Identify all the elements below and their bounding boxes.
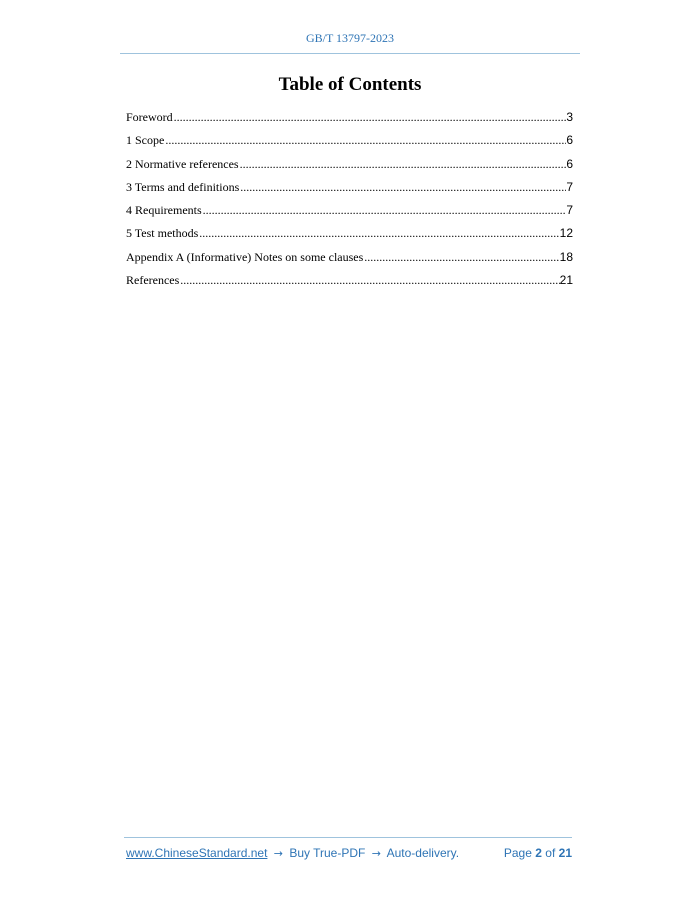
toc-entry-label: References xyxy=(126,273,180,288)
toc-entry-terms-definitions[interactable] xyxy=(126,179,573,202)
toc-entry-page: 6 xyxy=(566,133,573,148)
toc-dot-leader xyxy=(173,109,567,126)
toc-entry-page: 3 xyxy=(566,110,573,124)
toc-entry-references[interactable] xyxy=(126,272,573,295)
toc-entry-label: 3 Terms and definitions xyxy=(126,179,240,194)
toc-entry-requirements[interactable] xyxy=(126,202,573,225)
toc-dot-leader xyxy=(239,156,567,173)
total-page-number: 21 xyxy=(558,846,572,860)
header-divider xyxy=(120,53,580,54)
page-number xyxy=(504,846,572,860)
toc-dot-leader xyxy=(198,225,559,242)
page-label: Page xyxy=(503,846,532,860)
document-header: GB/T 13797-2023 xyxy=(305,31,395,45)
toc-entry-page: 12 xyxy=(559,226,573,241)
page-footer xyxy=(126,846,572,860)
page-title: Table of Contents xyxy=(278,74,422,95)
auto-delivery-text: Auto-delivery. xyxy=(386,846,460,860)
toc-entry-label: 5 Test methods xyxy=(126,226,199,241)
toc-entry-normative-references[interactable] xyxy=(126,156,573,179)
toc-entry-label: 2 Normative references xyxy=(126,156,239,171)
toc-entry-label: Foreword xyxy=(126,110,173,124)
toc-entry-foreword[interactable] xyxy=(126,109,573,132)
toc-dot-leader xyxy=(164,132,566,149)
toc-entry-page: 18 xyxy=(559,249,573,264)
website-link[interactable]: www.ChineseStandard.net xyxy=(126,846,268,860)
toc-entry-scope[interactable] xyxy=(126,132,573,155)
toc-entry-page: 7 xyxy=(566,179,573,194)
right-arrow-icon: → xyxy=(371,847,381,860)
toc-entry-label: 1 Scope xyxy=(126,133,165,148)
toc-dot-leader xyxy=(179,272,559,289)
footer-divider xyxy=(124,837,572,838)
page-of-label: of xyxy=(545,846,556,860)
toc-dot-leader xyxy=(239,179,566,196)
toc-entry-label: Appendix A (Informative) Notes on some clauses xyxy=(126,249,364,264)
current-page-number: 2 xyxy=(535,846,542,860)
toc-dot-leader xyxy=(202,202,567,219)
table-of-contents xyxy=(126,109,573,295)
toc-entry-page: 7 xyxy=(566,203,573,218)
toc-entry-test-methods[interactable] xyxy=(126,225,573,248)
buy-true-pdf-text: Buy True-PDF xyxy=(289,846,366,860)
toc-entry-page: 21 xyxy=(559,273,573,288)
toc-dot-leader xyxy=(363,249,559,266)
right-arrow-icon: → xyxy=(273,847,283,860)
toc-entry-appendix-a[interactable] xyxy=(126,249,573,272)
toc-entry-page: 6 xyxy=(566,156,573,171)
footer-promo xyxy=(126,846,459,860)
toc-entry-label: 4 Requirements xyxy=(126,203,202,218)
